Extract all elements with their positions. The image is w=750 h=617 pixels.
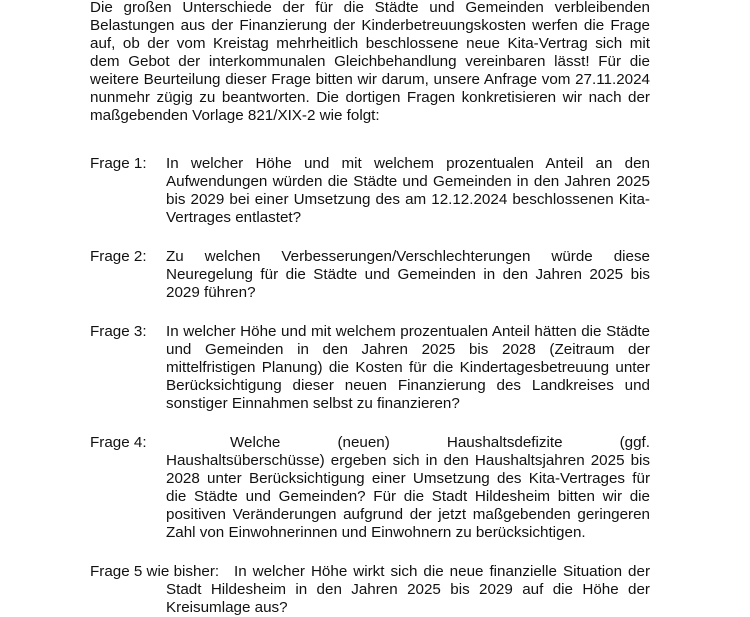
question-5-body: In welcher Höhe wirkt sich die neue finanzielle Situation der Stadt Hildesheim in den Jahren 2025 bis 2029 auf die Höhe der Kreisumlage aus? bbox=[166, 563, 650, 616]
question-2-label: Frage 2: bbox=[90, 248, 147, 265]
question-4-body: Welche (neuen) Haushaltsdefizite (ggf. Haushaltsüberschüsse) ergeben sich in den Haushaltsjahren 2025 bis 2028 unter Berücksichtigung einer Umsetzung des Kita-Vertrages für die Städte und Gemeinden? Für die Stadt Hildesheim bitten wir die positiven Veränderungen aufgrund der jetzt maßgebenden geringeren Zahl von Einwohnerinnen und Einwohnern zu berücksichtigen. bbox=[166, 434, 650, 541]
question-3 bbox=[90, 323, 650, 413]
question-1-label: Frage 1: bbox=[90, 155, 147, 172]
question-1 bbox=[90, 155, 650, 227]
question-4-label: Frage 4: bbox=[90, 434, 147, 451]
question-1-text: In welcher Höhe und mit welchem prozentualen Anteil an den Aufwendungen würden die Städte und Gemeinden in den Jahren 2025 bis 2029 bei einer Umsetzung des am 12.12.2024 beschlossenen Kita-Vertrages entlastet? bbox=[166, 155, 650, 226]
question-5-label: Frage 5 wie bisher: bbox=[90, 563, 220, 580]
intro-paragraph: Die großen Unterschiede der für die Städte und Gemeinden verbleibenden Belastungen aus der Finanzierung der Kinderbetreuungskosten werfen die Frage auf, ob der vom Kreistag mehrheitlich beschlossene neue Kita-Vertrag sich mit dem Gebot der interkommunalen Gleichbehandlung vereinbaren lässt! Für die weitere Beurteilung dieser Frage bitten wir darum, unsere Anfrage vom 27.11.2024 nunmehr zügig zu beantworten. Die dortigen Fragen konkretisieren wir nach der maßgebenden Vorlage 821/XIX-2 wie folgt: bbox=[90, 0, 650, 124]
question-5 bbox=[90, 563, 650, 617]
question-2 bbox=[90, 248, 650, 302]
question-4-text bbox=[90, 434, 650, 542]
question-2-text: Zu welchen Verbesserungen/Verschlechterungen würde diese Neuregelung für die Städte und Gemeinden in den Jahren 2025 bis 2029 führen? bbox=[166, 248, 650, 301]
question-4 bbox=[90, 434, 650, 542]
question-3-text: In welcher Höhe und mit welchem prozentualen Anteil hätten die Städte und Gemeinden in den Jahren 2025 bis 2028 (Zeitraum der mittelfristigen Planung) die Kosten für die Kindertagesbetreuung unter Berücksichtigung dieser neuen Finanzierung des Landkreises und sonstiger Einnahmen selbst zu finanzieren? bbox=[166, 323, 650, 412]
question-3-label: Frage 3: bbox=[90, 323, 147, 340]
document-page bbox=[90, 0, 650, 617]
